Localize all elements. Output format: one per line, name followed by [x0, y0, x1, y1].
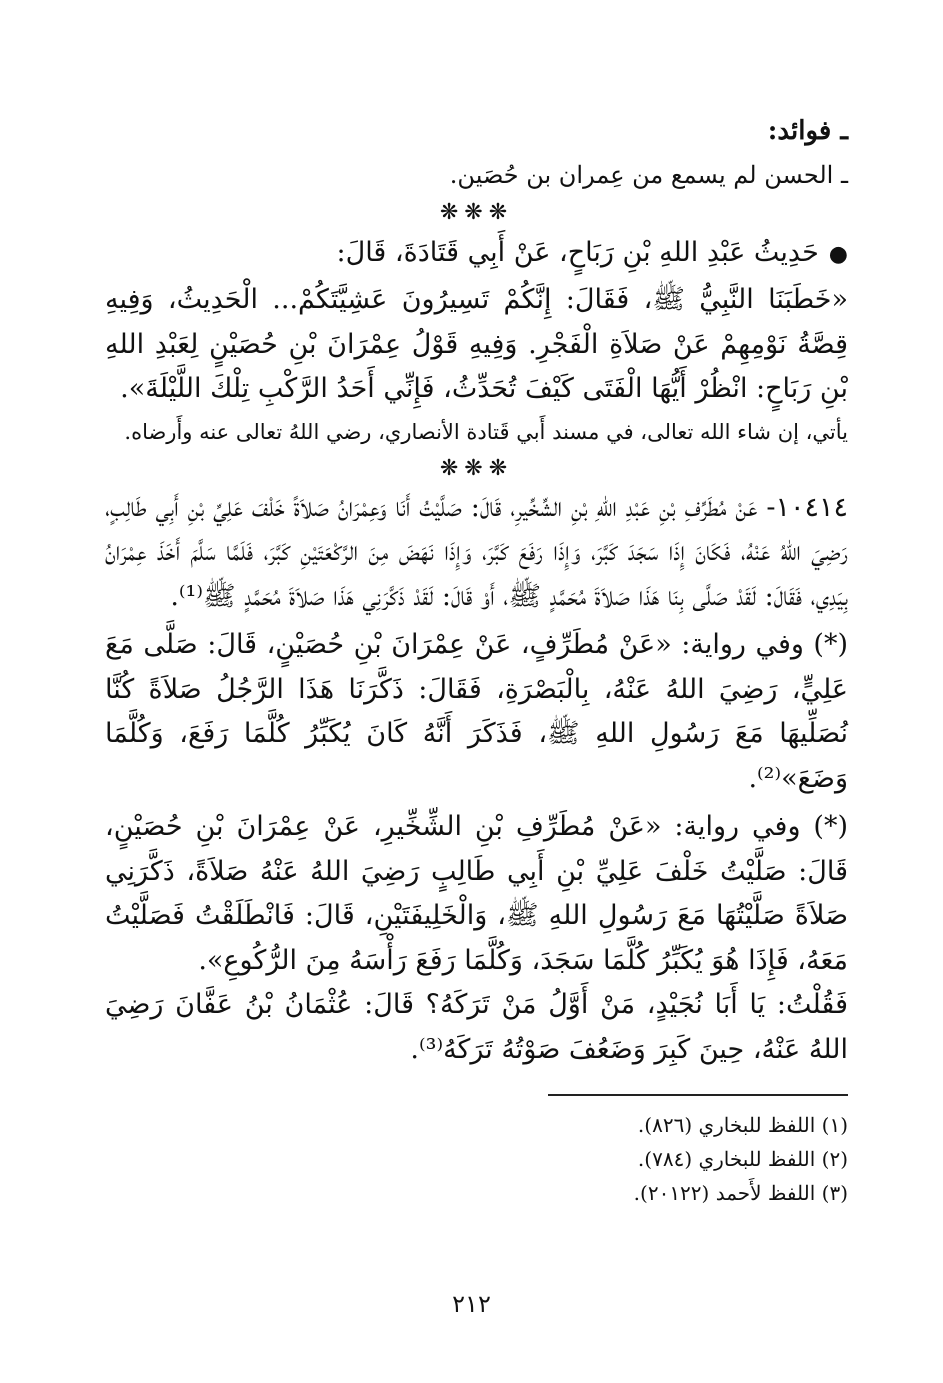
riwaya-2: (*) وفي رواية: «عَنْ مُطَرِّفِ بْنِ الشِّخِّيرِ، عَنْ عِمْرَانَ بْنِ حُصَيْنٍ، قَالَ: صَلَّيْتُ خَلْفَ عَلِيِّ بْنِ أَبِي طَالِبٍ رَضِيَ اللهُ عَنْهُ صَلاَةً، ذَكَّرَنِي صَلاَةً صَلَّيْتُهَا مَعَ رَسُولِ اللهِ ﷺ، وَالْخَلِيفَتَيْنِ، قَالَ: فَانْطَلَقْتُ فَصَلَّيْتُ مَعَهُ، فَإِذَا هُوَ يُكَبِّرُ كُلَّمَا سَجَدَ، وَكُلَّمَا رَفَعَ رَأْسَهُ مِنَ الرُّكُوعِ».	[105, 811, 848, 976]
footnote-1: (١) اللفظ للبخاري (٨٢٦).	[637, 1113, 848, 1137]
riwaya-2-continuation: فَقُلْتُ: يَا أَبَا نُجَيْدٍ، مَنْ أَوَّلُ مَنْ تَرَكَهُ؟ قَالَ: عُثْمَانُ بْنُ عَفَّانَ رَضِيَ اللهُ عَنْهُ، حِينَ كَبِرَ وَضَعُفَ صَوْتُهُ تَرَكَهُ⁽³⁾.	[105, 989, 848, 1065]
hadith-text: «خَطَبَنَا النَّبِيُّ ﷺ، فَقَالَ: إِنَّكُمْ تَسِيرُونَ عَشِيَّتَكُمْ... الْحَدِيثُ، وَفِيهِ قِصَّةُ نَوْمِهِمْ عَنْ صَلاَةِ الْفَجْرِ. وَفِيهِ قَوْلُ عِمْرَانَ بْنِ حُصَيْنٍ لِعَبْدِ اللهِ بْنِ رَبَاحٍ: انْظُرْ أَيُّهَا الْفَتَى كَيْفَ تُحَدِّثُ، فَإِنِّي أَحَدُ الرَّكْبِ تِلْكَ اللَّيْلَةَ».	[105, 284, 848, 404]
fawaid-note: ـ الحسن لم يسمع من عِمران بن حُصَين.	[449, 161, 848, 189]
footnote-3: (٣) اللفظ لأَحمد (٢٠١٢٢).	[633, 1181, 848, 1205]
fawaid-heading: ـ فوائد:	[767, 116, 848, 146]
footnote-2: (٢) اللفظ للبخاري (٧٨٤).	[637, 1147, 848, 1171]
hadith-title	[105, 230, 848, 278]
section-separator: ❋❋❋	[439, 200, 514, 225]
riwaya-1: (*) وفي رواية: «عَنْ مُطَرِّفٍ، عَنْ عِمْرَانَ بْنِ حُصَيْنٍ، قَالَ: صَلَّى مَعَ عَلِيٍّ، رَضِيَ اللهُ عَنْهُ، بِالْبَصْرَةِ، فَقَالَ: ذَكَّرَنَا هَذَا الرَّجُلُ صَلاَةً كُنَّا نُصَلِّيهَا مَعَ رَسُولِ اللهِ ﷺ، فَذَكَرَ أَنَّهُ كَانَ يُكَبِّرُ كُلَّمَا رَفَعَ، وَكُلَّمَا وَضَعَ»⁽²⁾.	[105, 629, 848, 794]
footnote-divider	[548, 1094, 848, 1096]
hadith-title-text: حَدِيثُ عَبْدِ اللهِ بْنِ رَبَاحٍ، عَنْ أَبِي قَتَادَةَ، قَالَ:	[336, 237, 819, 268]
bullet-icon: ●	[828, 242, 848, 267]
page-number: ٢١٢	[452, 1290, 491, 1318]
cross-reference-note: يأتي، إن شاء الله تعالى، في مسند أَبي قَتادة الأنصاري، رضي اللهُ تعالى عنه وأَرضاه.	[124, 419, 848, 444]
page-body	[105, 100, 848, 1383]
section-separator-2: ❋❋❋	[439, 455, 514, 481]
hadith-main: ١٠٤١٤- عَنْ مُطَرِّفِ بْنِ عَبْدِ اللهِ بْنِ الشِّخِّيرِ، قَالَ: صَلَّيْتُ أَنَا وَعِمْرَانُ صَلاَةً خَلْفَ عَلِيِّ بْنِ أَبِي طَالِبٍ، رَضِيَ اللهُ عَنْهُ، فَكَانَ إِذَا سَجَدَ كَبَّرَ، وَإِذَا رَفَعَ كَبَّرَ، وَإِذَا نَهَضَ مِنَ الرَّكْعَتَيْنِ كَبَّرَ، فَلَمَّا سَلَّمَ أَخَذَ عِمْرَانُ بِيَدِي، فَقَالَ: لَقَدْ صَلَّى بِنَا هَذَا صَلاَةَ مُحَمَّدٍ ﷺ، أَوْ قَالَ: لَقَدْ ذَكَّرَنِي هَذَا صَلاَةَ مُحَمَّدٍ ﷺ⁽¹⁾.	[105, 491, 848, 612]
